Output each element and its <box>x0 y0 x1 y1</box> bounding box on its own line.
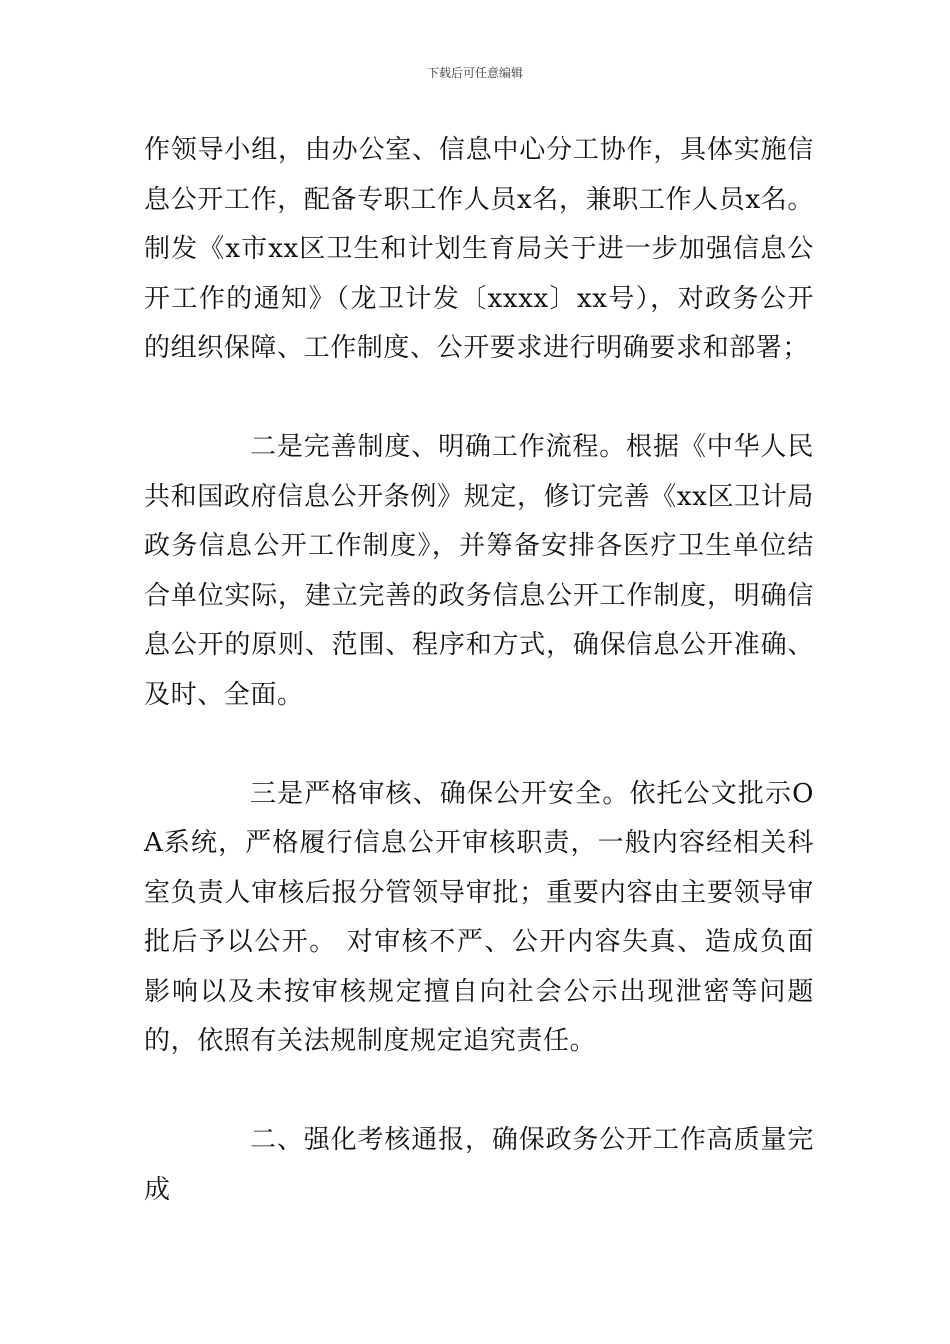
paragraph-improve-system: 二是完善制度、明确工作流程。根据《中华人民共和国政府信息公开条例》规定，修订完善《xx区卫计局政务信息公开工作制度》，并筹备安排各医疗卫生单位结合单位实际，建立完善的政务信息公开工作制度，明确信息公开的原则、范围、程序和方式，确保信息公开准确、及时、全面。 <box>144 432 814 710</box>
document-body <box>144 126 814 1215</box>
section-heading: 二、强化考核通报，确保政务公开工作高质量完成 <box>144 1125 814 1205</box>
paragraph-gap <box>144 1067 814 1117</box>
paragraph-continued: 作领导小组，由办公室、信息中心分工协作，具体实施信息公开工作，配备专职工作人员x名，兼职工作人员x名。制发《x市xx区卫生和计划生育局关于进一步加强信息公开工作的通知》（龙卫计发〔xxxx〕xx号），对政务公开的组织保障、工作制度、公开要求进行明确要求和部署； <box>144 135 814 363</box>
paragraph-gap <box>144 720 814 770</box>
page-header: 下载后可任意编辑 <box>426 66 523 80</box>
paragraph-gap <box>144 374 814 424</box>
paragraph-strict-review: 三是严格审核、确保公开安全。依托公文批示OA系统，严格履行信息公开审核职责，一般内容经相关科室负责人审核后报分管领导审批；重要内容由主要领导审批后予以公开。 对审核不严、公开内容失真、造成负面影响以及未按审核规定擅自向社会公示出现泄密等问题的，依照有关法规制度规定追究责任。 <box>144 778 814 1056</box>
